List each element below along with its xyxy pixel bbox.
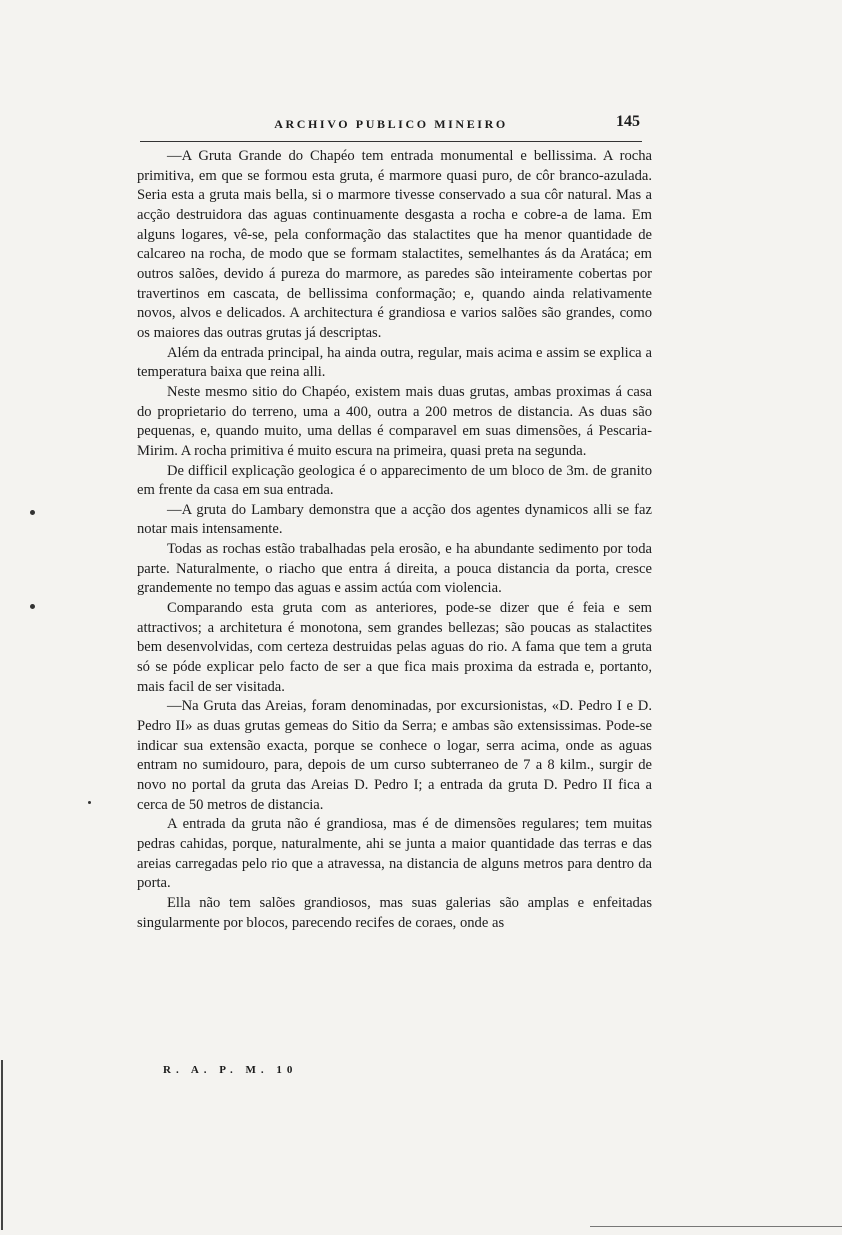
paragraph-rochas-erosao: Todas as rochas estão trabalhadas pela erosão, e ha abundante sedimento por toda parte. Naturalmente, o riacho que entra á direita, a pouca distancia da porta, cresce grandemente no tempo das aguas e assim actúa com violencia.	[137, 541, 652, 597]
paragraph-bloco-granito: De difficil explicação geologica é o apparecimento de um bloco de 3m. de granito em frente da casa em sua entrada.	[137, 462, 652, 499]
page-number: 145	[616, 113, 640, 130]
bottom-edge-line	[590, 1226, 842, 1227]
footer-signature: R. A. P. M. 10	[163, 1064, 298, 1076]
paragraph-entrada-principal: Além da entrada principal, ha ainda outra, regular, mais acima e assim se explica a temperatura baixa que reina alli.	[137, 344, 652, 381]
page-edge-line	[1, 1060, 3, 1230]
paragraph-saloes-galerias: Ella não tem salões grandiosos, mas suas galerias são amplas e enfeitadas singularmente por blocos, parecendo recifes de coraes, onde as	[137, 894, 652, 931]
running-title: ARCHIVO PUBLICO MINEIRO	[274, 117, 508, 131]
paragraph-gruta-lambary: —A gruta do Lambary demonstra que a acção dos agentes dynamicos alli se faz notar mais intensamente.	[137, 501, 652, 538]
margin-mark	[88, 801, 91, 804]
header-rule	[140, 141, 642, 142]
body-text	[137, 147, 652, 933]
margin-mark	[30, 510, 35, 515]
paragraph-gruta-areias: —Na Gruta das Areias, foram denominadas, por excursionistas, «D. Pedro I e D. Pedro II» as duas grutas gemeas do Sitio da Serra; e ambas são extensissimas. Pode-se indicar sua extensão exacta, porque se conhece o logar, serra acima, onde as aguas entram no sumidouro, para, depois de um curso subterraneo de 7 a 8 kilm., surgir de novo no portal da gruta das Areias D. Pedro I; a entrada da gruta D. Pedro II fica a cerca de 50 metros de distancia.	[137, 698, 652, 813]
page-header	[140, 113, 642, 137]
paragraph-sitio-chapeo: Neste mesmo sitio do Chapéo, existem mais duas grutas, ambas proximas á casa do proprietario do terreno, uma a 400, outra a 200 metros de distancia. As duas são pequenas, e, quando muito, uma dellas é comparavel em suas dimensões, á Pescaria-Mirim. A rocha primitiva é muito escura na primeira, quasi preta na segunda.	[137, 383, 652, 459]
paragraph-comparando: Comparando esta gruta com as anteriores, pode-se dizer que é feia e sem attractivos; a architetura é monotona, sem grandes bellezas; são poucas as stalactites bem desenvolvidas, com certeza destruidas pelas aguas do rio. A fama que tem a gruta só se póde explicar pelo facto de ser a que fica mais proxima da estrada e, portanto, mais facil de ser visitada.	[137, 600, 652, 695]
margin-mark	[30, 604, 35, 609]
paragraph-entrada-gruta: A entrada da gruta não é grandiosa, mas é de dimensões regulares; tem muitas pedras cahidas, porque, naturalmente, ahi se junta a maior quantidade das terras e das areias carregadas pelo rio que a atravessa, na distancia de alguns metros para dentro da porta.	[137, 816, 652, 892]
paragraph-gruta-grande-chapeo: —A Gruta Grande do Chapéo tem entrada monumental e bellissima. A rocha primitiva, em que se formou esta gruta, é marmore quasi puro, de côr branco-azulada. Seria esta a gruta mais bella, si o marmore tivesse conservado a sua côr natural. Mas a acção destruidora das aguas continuamente desgasta a rocha e cobre-a de lama. Em alguns logares, vê-se, pela conformação das stalactites que ha menor quantidade de calcareo na rocha, de modo que se formam stalactites, semelhantes ás da Aratáca; em outros salões, devido á pureza do marmore, as paredes são inteiramente cobertas por travertinos em cascata, de bellissima conformação; e, quando ainda relativamente novos, alvos e delicados. A architectura é grandiosa e varios salões são grandes, como os maiores das outras grutas já descriptas.	[137, 148, 652, 341]
